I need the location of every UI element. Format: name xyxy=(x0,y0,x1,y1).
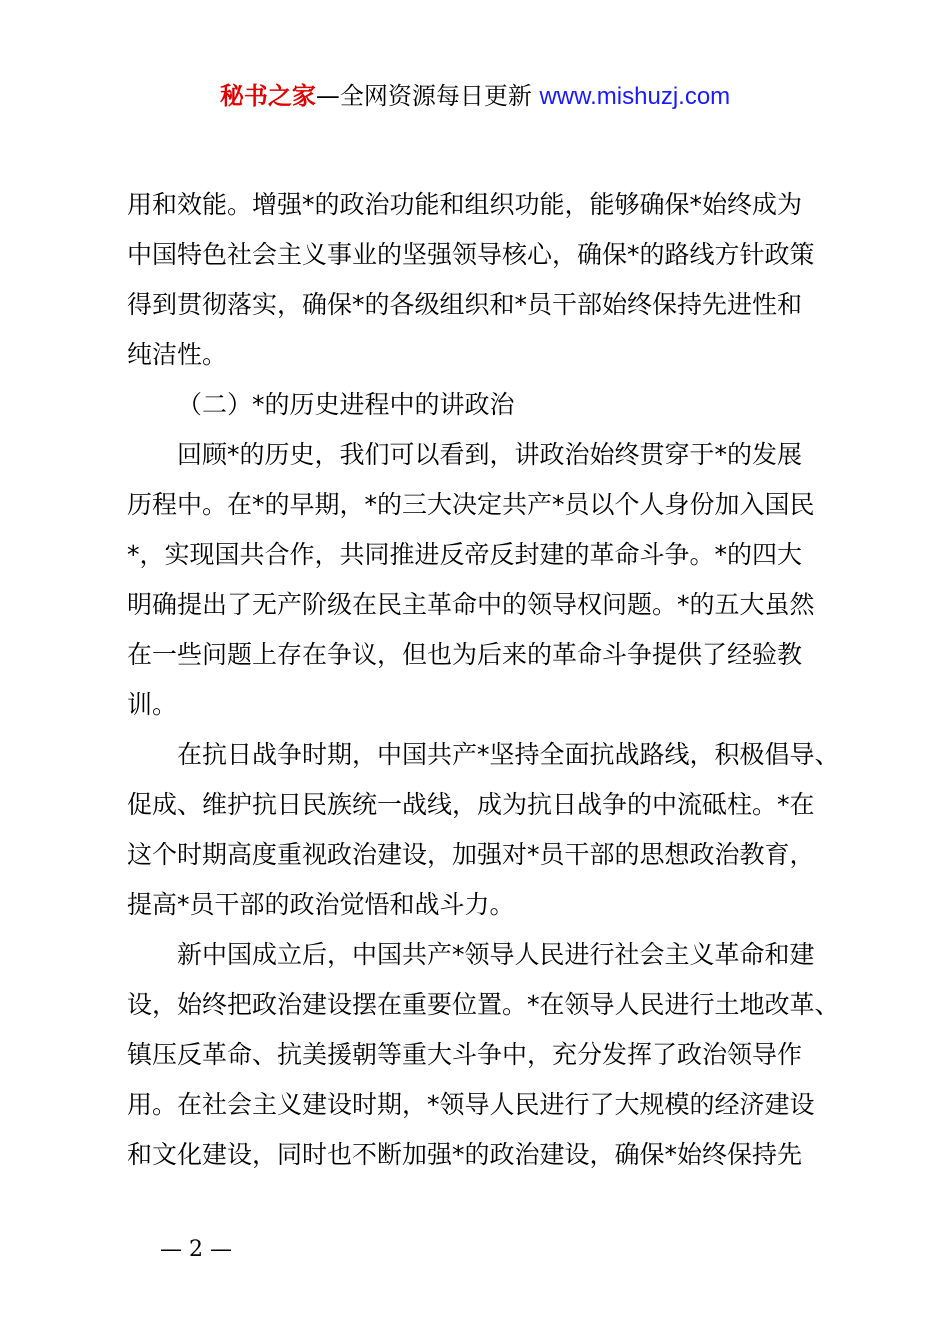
text-line: 历程中。在*的早期，*的三大决定共产*员以个人身份加入国民 xyxy=(127,490,815,519)
text-line: 训。 xyxy=(127,690,178,719)
text-line: 中国特色社会主义事业的坚强领导核心，确保*的路线方针政策 xyxy=(127,240,815,269)
text-line: 镇压反革命、抗美援朝等重大斗争中，充分发挥了政治领导作 xyxy=(127,1040,803,1069)
text-line: 新中国成立后，中国共产*领导人民进行社会主义革命和建 xyxy=(177,940,815,969)
text-line: *，实现国共合作，共同推进反帝反封建的革命斗争。*的四大 xyxy=(127,540,803,569)
document-body xyxy=(127,180,840,1180)
site-header xyxy=(0,80,950,113)
text-line: 和文化建设，同时也不断加强*的政治建设，确保*始终保持先 xyxy=(127,1140,803,1169)
text-line: 提高*员干部的政治觉悟和战斗力。 xyxy=(127,890,515,919)
text-line: 明确提出了无产阶级在民主革命中的领导权问题。*的五大虽然 xyxy=(127,590,815,619)
section-heading: （二）*的历史进程中的讲政治 xyxy=(177,390,515,419)
site-brand: 秘书之家 xyxy=(219,82,316,110)
text-line: 回顾*的历史，我们可以看到，讲政治始终贯穿于*的发展 xyxy=(177,440,803,469)
text-line: 纯洁性。 xyxy=(127,340,228,369)
text-line: 得到贯彻落实，确保*的各级组织和*员干部始终保持先进性和 xyxy=(127,290,803,319)
text-line: 设，始终把政治建设摆在重要位置。*在领导人民进行土地改革、 xyxy=(127,990,840,1019)
text-line: 在一些问题上存在争议，但也为后来的革命斗争提供了经验教 xyxy=(127,640,803,669)
site-tagline: —全网资源每日更新 xyxy=(315,82,540,110)
text-line: 促成、维护抗日民族统一战线，成为抗日战争的中流砥柱。*在 xyxy=(127,790,815,819)
text-line: 用和效能。增强*的政治功能和组织功能，能够确保*始终成为 xyxy=(127,190,803,219)
text-line: 在抗日战争时期，中国共产*坚持全面抗战路线，积极倡导、 xyxy=(177,740,840,769)
text-line: 用。在社会主义建设时期，*领导人民进行了大规模的经济建设 xyxy=(127,1090,815,1119)
text-line: 这个时期高度重视政治建设，加强对*员干部的思想政治教育， xyxy=(127,840,815,869)
page-number: — 2 — xyxy=(160,1237,232,1262)
site-url-link[interactable]: www.mishuzj.com xyxy=(539,83,731,110)
